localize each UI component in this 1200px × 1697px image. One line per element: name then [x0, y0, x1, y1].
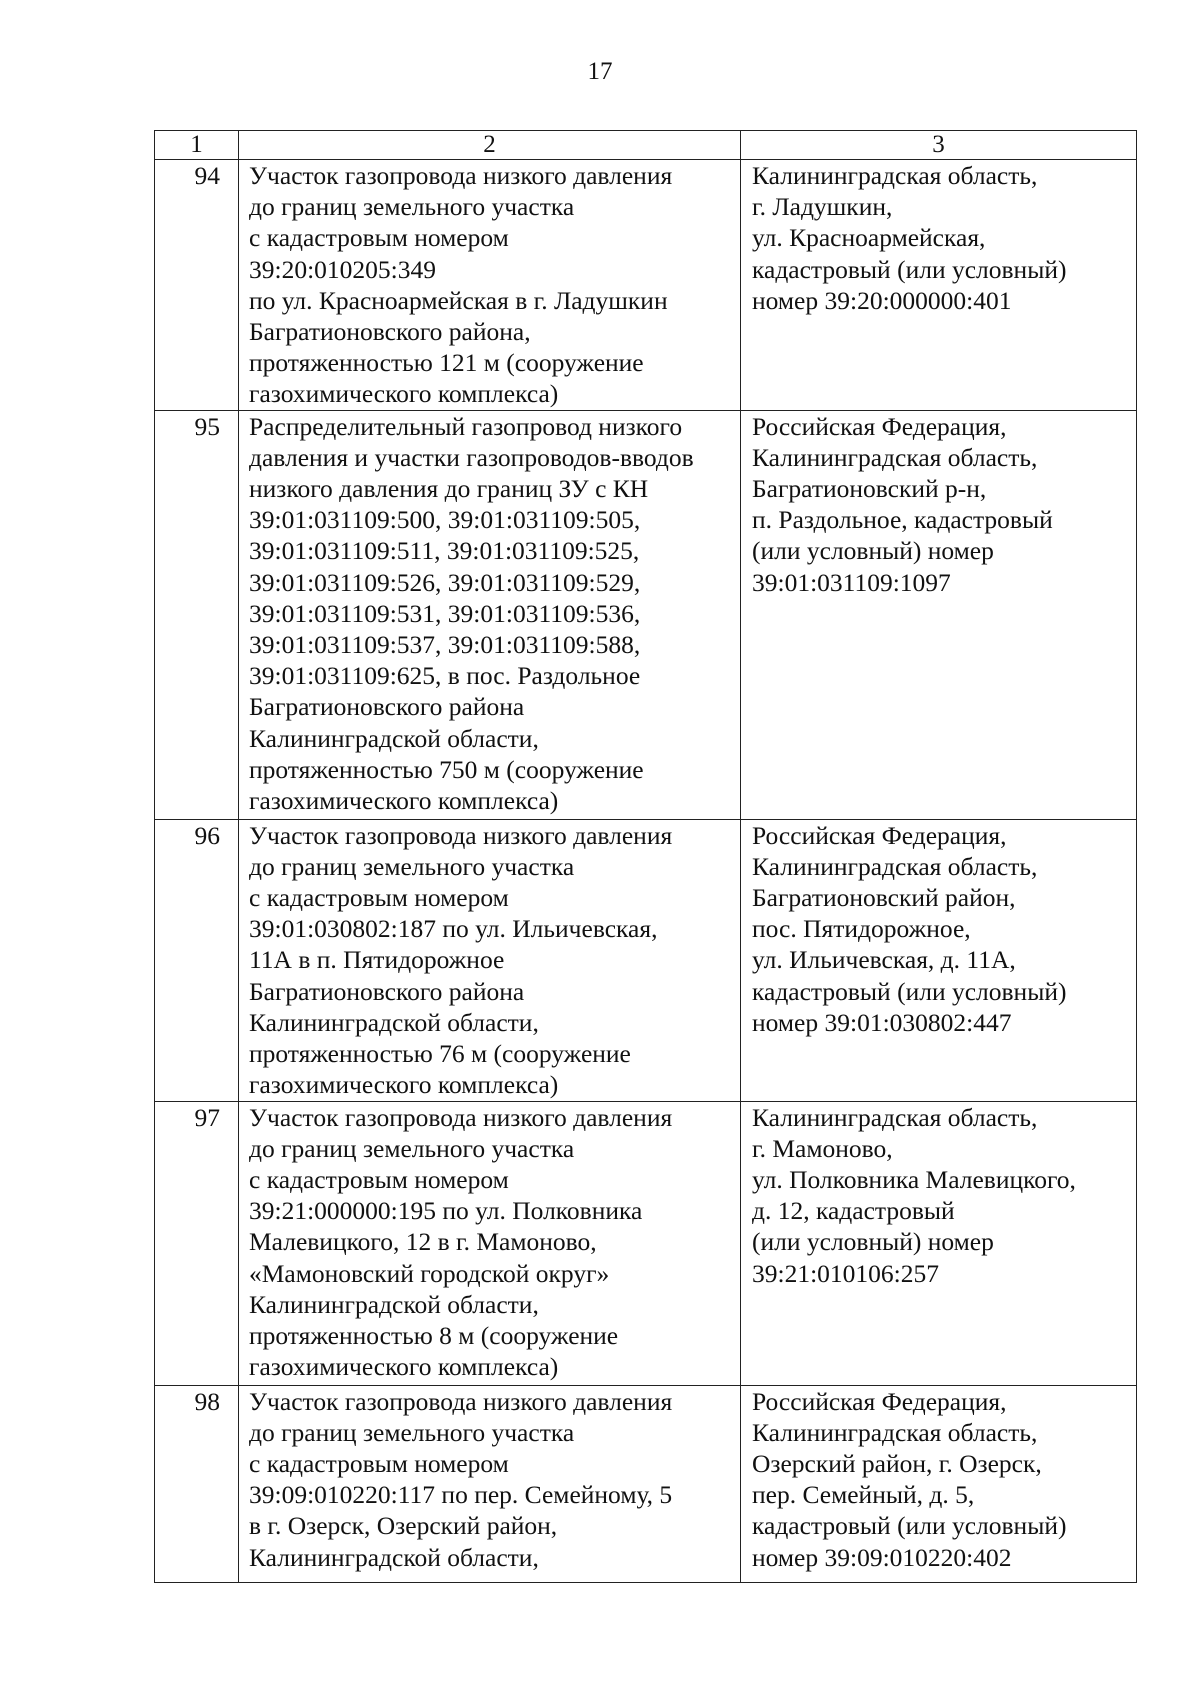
description-line: Участок газопровода низкого давления	[249, 1386, 673, 1416]
column-header-description: 2	[239, 131, 741, 160]
registry-table	[154, 130, 1137, 1583]
description-line: с кадастровым номером	[249, 223, 509, 253]
address-line: кадастровый (или условный)	[752, 976, 1067, 1006]
description-line: с кадастровым номером	[249, 1165, 509, 1195]
description-line: 39:21:000000:195 по ул. Полковника	[249, 1196, 643, 1226]
description-line: Калининградской области,	[249, 723, 539, 753]
address-line: п. Раздольное, кадастровый	[752, 505, 1053, 535]
address-line: Озерский район, г. Озерск,	[752, 1449, 1042, 1479]
description-line: Калининградской области,	[249, 1542, 539, 1572]
description-line: давления и участки газопроводов-вводов	[249, 442, 694, 472]
description-line: газохимического комплекса)	[249, 1352, 559, 1382]
address-line: номер 39:20:000000:401	[752, 285, 1012, 315]
description-line: протяженностью 121 м (сооружение	[249, 348, 644, 378]
row-number: 97	[155, 1101, 239, 1385]
description-line: Багратионовского района,	[249, 317, 531, 347]
address-line: ул. Полковника Малевицкого,	[752, 1165, 1076, 1195]
description-line: 39:01:031109:531, 39:01:031109:536,	[249, 598, 641, 628]
address-line: г. Мамоново,	[752, 1133, 893, 1163]
object-address	[741, 1101, 1137, 1385]
address-line: номер 39:09:010220:402	[752, 1542, 1012, 1572]
address-line: Калининградская область,	[752, 851, 1038, 881]
address-line: (или условный) номер	[752, 536, 994, 566]
description-line: до границ земельного участка	[249, 1133, 575, 1163]
object-address	[741, 410, 1137, 819]
description-line: с кадастровым номером	[249, 883, 509, 913]
object-address	[741, 160, 1137, 411]
object-description	[239, 410, 741, 819]
description-line: Участок газопровода низкого давления	[249, 820, 673, 850]
description-line: 39:01:031109:537, 39:01:031109:588,	[249, 630, 641, 660]
object-description	[239, 1385, 741, 1582]
address-line: Калининградская область,	[752, 1417, 1038, 1447]
object-address	[741, 1385, 1137, 1582]
description-line: протяженностью 76 м (сооружение	[249, 1039, 631, 1069]
row-number: 94	[155, 160, 239, 411]
object-description	[239, 819, 741, 1101]
description-line: «Мамоновский городской округ»	[249, 1258, 610, 1288]
object-address	[741, 819, 1137, 1101]
row-number: 95	[155, 410, 239, 819]
address-line: Калининградская область,	[752, 161, 1038, 190]
description-line: газохимического комплекса)	[249, 1070, 559, 1100]
description-line: Калининградской области,	[249, 1007, 539, 1037]
table-row	[155, 1385, 1137, 1582]
object-description	[239, 160, 741, 411]
table-row	[155, 410, 1137, 819]
address-line: ул. Ильичевская, д. 11А,	[752, 945, 1016, 975]
table-row	[155, 819, 1137, 1101]
address-line: Багратионовский район,	[752, 883, 1016, 913]
description-line: по ул. Красноармейская в г. Ладушкин	[249, 285, 668, 315]
description-line: Малевицкого, 12 в г. Мамоново,	[249, 1227, 597, 1257]
description-line: Распределительный газопровод низкого	[249, 411, 683, 441]
description-line: до границ земельного участка	[249, 192, 575, 222]
address-line: 39:21:010106:257	[752, 1258, 940, 1288]
object-description	[239, 1101, 741, 1385]
address-line: Калининградская область,	[752, 1102, 1038, 1132]
description-line: протяженностью 750 м (сооружение	[249, 754, 644, 784]
address-line: ул. Красноармейская,	[752, 223, 986, 253]
address-line: Калининградская область,	[752, 442, 1038, 472]
column-header-number: 1	[155, 131, 239, 160]
address-line: Багратионовский р-н,	[752, 474, 987, 504]
description-line: 39:20:010205:349	[249, 254, 437, 284]
description-line: 39:01:031109:500, 39:01:031109:505,	[249, 505, 641, 535]
address-line: (или условный) номер	[752, 1227, 994, 1257]
description-line: 39:09:010220:117 по пер. Семейному, 5	[249, 1480, 673, 1510]
description-line: низкого давления до границ ЗУ с КН	[249, 474, 649, 504]
address-line: Российская Федерация,	[752, 1386, 1007, 1416]
description-line: Участок газопровода низкого давления	[249, 1102, 673, 1132]
address-line: 39:01:031109:1097	[752, 567, 951, 597]
page-number: 17	[587, 58, 613, 85]
description-line: протяженностью 8 м (сооружение	[249, 1321, 619, 1351]
address-line: д. 12, кадастровый	[752, 1196, 955, 1226]
description-line: Калининградской области,	[249, 1289, 539, 1319]
description-line: 39:01:030802:187 по ул. Ильичевская,	[249, 914, 658, 944]
address-line: кадастровый (или условный)	[752, 1511, 1067, 1541]
description-line: газохимического комплекса)	[249, 379, 559, 409]
address-line: пос. Пятидорожное,	[752, 914, 971, 944]
column-header-address: 3	[741, 131, 1137, 160]
table-row	[155, 160, 1137, 411]
description-line: в г. Озерск, Озерский район,	[249, 1511, 558, 1541]
description-line: 39:01:031109:526, 39:01:031109:529,	[249, 567, 641, 597]
address-line: Российская Федерация,	[752, 820, 1007, 850]
address-line: кадастровый (или условный)	[752, 254, 1067, 284]
description-line: до границ земельного участка	[249, 1417, 575, 1447]
row-number: 98	[155, 1385, 239, 1582]
address-line: г. Ладушкин,	[752, 192, 893, 222]
table-row	[155, 1101, 1137, 1385]
description-line: Багратионовского района	[249, 692, 525, 722]
table-header-row	[155, 131, 1137, 160]
address-line: номер 39:01:030802:447	[752, 1007, 1012, 1037]
row-number: 96	[155, 819, 239, 1101]
description-line: до границ земельного участка	[249, 851, 575, 881]
description-line: 11А в п. Пятидорожное	[249, 945, 505, 975]
address-line: пер. Семейный, д. 5,	[752, 1480, 975, 1510]
description-line: с кадастровым номером	[249, 1449, 509, 1479]
description-line: 39:01:031109:511, 39:01:031109:525,	[249, 536, 640, 566]
description-line: Багратионовского района	[249, 976, 525, 1006]
description-line: 39:01:031109:625, в пос. Раздольное	[249, 661, 641, 691]
description-line: Участок газопровода низкого давления	[249, 161, 673, 190]
address-line: Российская Федерация,	[752, 411, 1007, 441]
description-line: газохимического комплекса)	[249, 786, 559, 816]
